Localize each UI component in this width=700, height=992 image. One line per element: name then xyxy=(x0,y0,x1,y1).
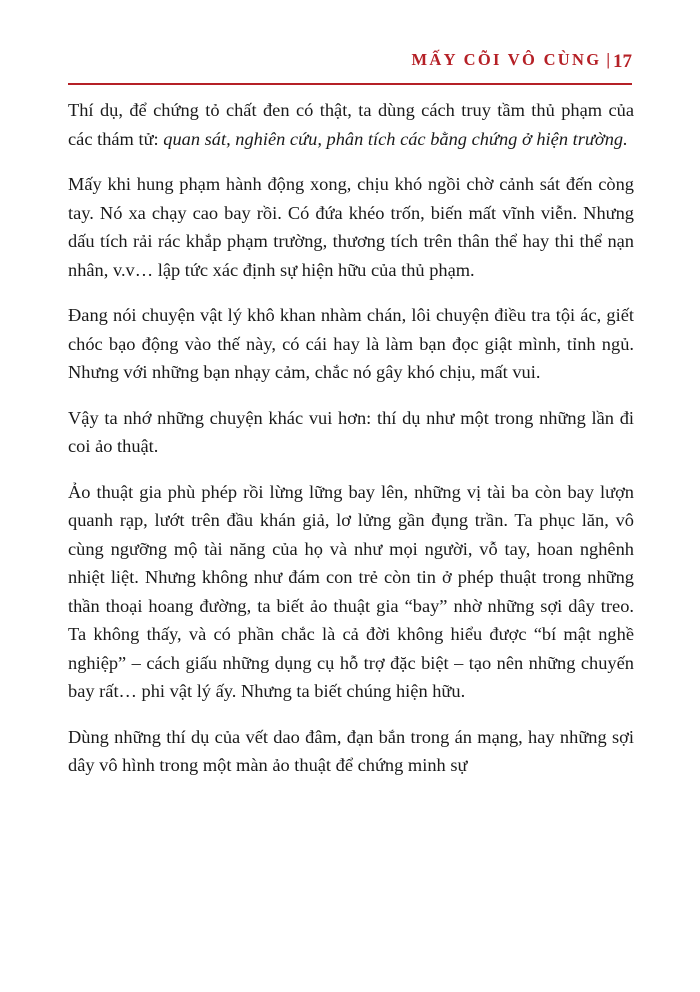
paragraph-1 xyxy=(68,96,634,153)
paragraph-5-run-1: Ảo thuật gia phù phép rồi lừng lững bay lên, những vị tài ba còn bay lượn quanh rạp, lướt trên đầu khán giả, lơ lửng gần đụng trần. Ta phục lăn, vô cùng ngưỡng mộ tài năng của họ và như mọi người, vỗ tay, hoan nghênh nhiệt liệt. Nhưng không như đám con trẻ còn tin ở phép thuật trong những thần thoại hoang đường, ta biết ảo thuật gia “bay” nhờ những sợi dây treo. Ta không thấy, và có phần chắc là cả đời không hiểu được “bí mật nghề nghiệp” – cách giấu những dụng cụ hỗ trợ đặc biệt – tạo nên những chuyến bay rất… phi vật lý ấy. Nhưng ta biết chúng hiện hữu. xyxy=(68,481,634,702)
paragraph-5 xyxy=(68,478,634,706)
paragraph-2 xyxy=(68,170,634,284)
paragraph-2-run-1: Mấy khi hung phạm hành động xong, chịu khó ngồi chờ cảnh sát đến còng tay. Nó xa chạy cao bay rồi. Có đứa khéo trốn, biến mất vĩnh viễn. Nhưng dấu tích rải rác khắp phạm trường, thương tích trên thân thể hay thi thể nạn nhân, v.v… lập tức xác định sự hiện hữu của thủ phạm. xyxy=(68,174,634,280)
paragraph-4-run-1: Vậy ta nhớ những chuyện khác vui hơn: thí dụ như một trong những lần đi coi ảo thuật. xyxy=(68,407,634,457)
paragraph-4 xyxy=(68,404,634,461)
paragraph-3 xyxy=(68,301,634,387)
page-body xyxy=(68,96,634,780)
book-title: MẤY CÕI VÔ CÙNG xyxy=(411,50,602,69)
paragraph-1-run-2-italic: quan sát, nghiên cứu, phân tích các bằng chứng ở hiện trường. xyxy=(163,128,628,149)
header-separator: | xyxy=(606,50,610,69)
paragraph-6-run-1: Dùng những thí dụ của vết dao đâm, đạn bắn trong án mạng, hay những sợi dây vô hình trong một màn ảo thuật để chứng minh sự xyxy=(68,726,634,776)
header-rule xyxy=(68,83,632,85)
paragraph-3-run-1: Đang nói chuyện vật lý khô khan nhàm chán, lôi chuyện điều tra tội ác, giết chóc bạo động vào thế này, có cái hay là làm bạn đọc giật mình, tỉnh ngủ. Nhưng với những bạn nhạy cảm, chắc nó gây khó chịu, mất vui. xyxy=(68,305,634,383)
page-header xyxy=(68,52,632,86)
paragraph-6 xyxy=(68,723,634,780)
paragraph-1-run-1: Thí dụ, để chứng tỏ chất đen có thật, ta dùng cách truy tầm thủ phạm của các thám tử: xyxy=(68,100,634,149)
page-number: 17 xyxy=(613,51,632,72)
